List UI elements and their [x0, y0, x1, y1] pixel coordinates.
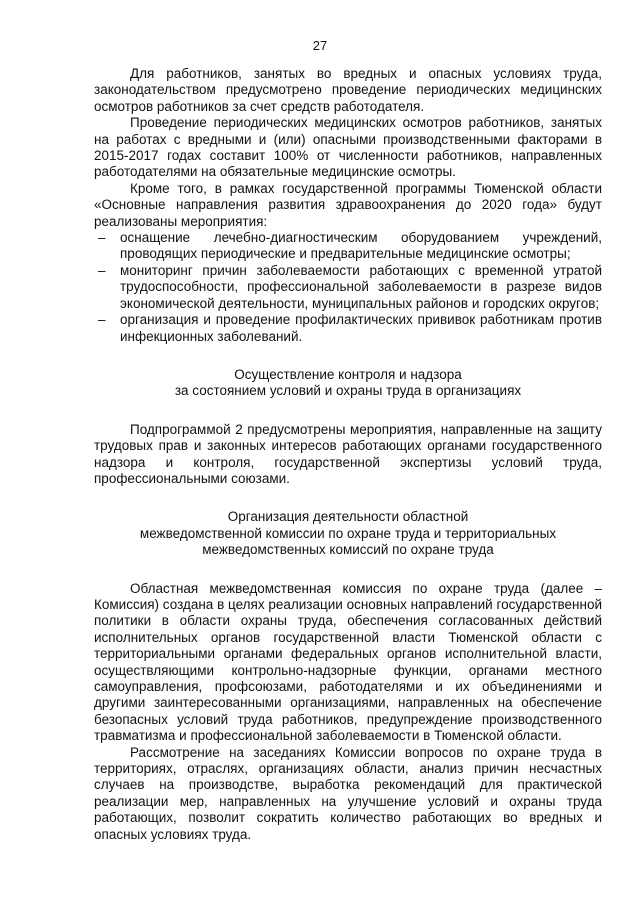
section-heading-control-line2: за состоянием условий и охраны труда в организациях	[174, 383, 522, 399]
section-heading-control: Осуществление контроля и надзора	[234, 366, 462, 382]
list-item-text: мониторинг причин заболеваемости работающих с временной утратой трудоспособности, профессиональной заболеваемости в разрезе видов экономической деятельности, муниципальных районов и городских округов;	[120, 262, 602, 311]
list-item	[94, 312, 602, 345]
paragraph-subprogram: Подпрограммой 2 предусмотрены мероприятия, направленные на защиту трудовых прав и законных интересов работающих органами государственного надзора и контроля, государственной экспертизы условий труда, профессиональными союзами.	[94, 421, 602, 486]
document-body	[94, 66, 602, 843]
list-item-text: организация и проведение профилактических прививок работникам против инфекционных заболеваний.	[120, 312, 602, 344]
paragraph-state-program: Кроме того, в рамках государственной программы Тюменской области «Основные направления развития здравоохранения до 2020 года» будут реализованы мероприятия:	[94, 180, 602, 229]
list-dash: –	[98, 312, 106, 328]
paragraph-periodic-exams: Проведение периодических медицинских осмотров работников, занятых на работах с вредными и (или) опасными производственными факторами в 2015-2017 годах составит 100% от численности работников, направленных работодателями на обязательные медицинские осмотры.	[94, 115, 602, 180]
list-item	[94, 263, 602, 312]
paragraph-commission-purpose: Областная межведомственная комиссия по охране труда (далее – Комиссия) создана в целях реализации основных направлений государственной политики в области охраны труда, обеспечения согласованных действий исполнительных органов государственной власти Тюменской области с территориальными органами федеральных органов исполнительной власти, осуществляющими контрольно-надзорные функции, органами местного самоуправления, профсоюзами, работодателями и их объединениями и другими заинтересованными организациями, направленных на обеспечение безопасных условий труда работников, предупреждение производственного травматизма и профессиональной заболеваемости в Тюменской области.	[94, 580, 602, 744]
paragraph-commission-meetings: Рассмотрение на заседаниях Комиссии вопросов по охране труда в территориях, отраслях, организациях области, анализ причин несчастных случаев на производстве, выработка рекомендаций для практической реализации мер, направленных на улучшение условий и охраны труда работающих, позволит сократить количество работающих во вредных и опасных условиях труда.	[94, 744, 602, 842]
section-heading-commission-line3: межведомственных комиссий по охране труда	[202, 542, 494, 558]
paragraph-medical-exams: Для работников, занятых во вредных и опасных условиях труда, законодательством предусмотрено проведение периодических медицинских осмотров работников за счет средств работодателя.	[94, 66, 602, 114]
list-item	[94, 230, 602, 263]
list-dash: –	[98, 230, 106, 246]
page-number: 27	[312, 38, 328, 53]
measures-list	[94, 230, 602, 345]
list-dash: –	[98, 262, 106, 278]
list-item-text: оснащение лечебно-диагностическим оборудованием учреждений, проводящих периодические и предварительные медицинские осмотры;	[120, 230, 602, 262]
section-heading-commission-line2: межведомственной комиссии по охране труда и территориальных	[139, 525, 557, 541]
section-heading-commission: Организация деятельности областной	[227, 509, 469, 525]
